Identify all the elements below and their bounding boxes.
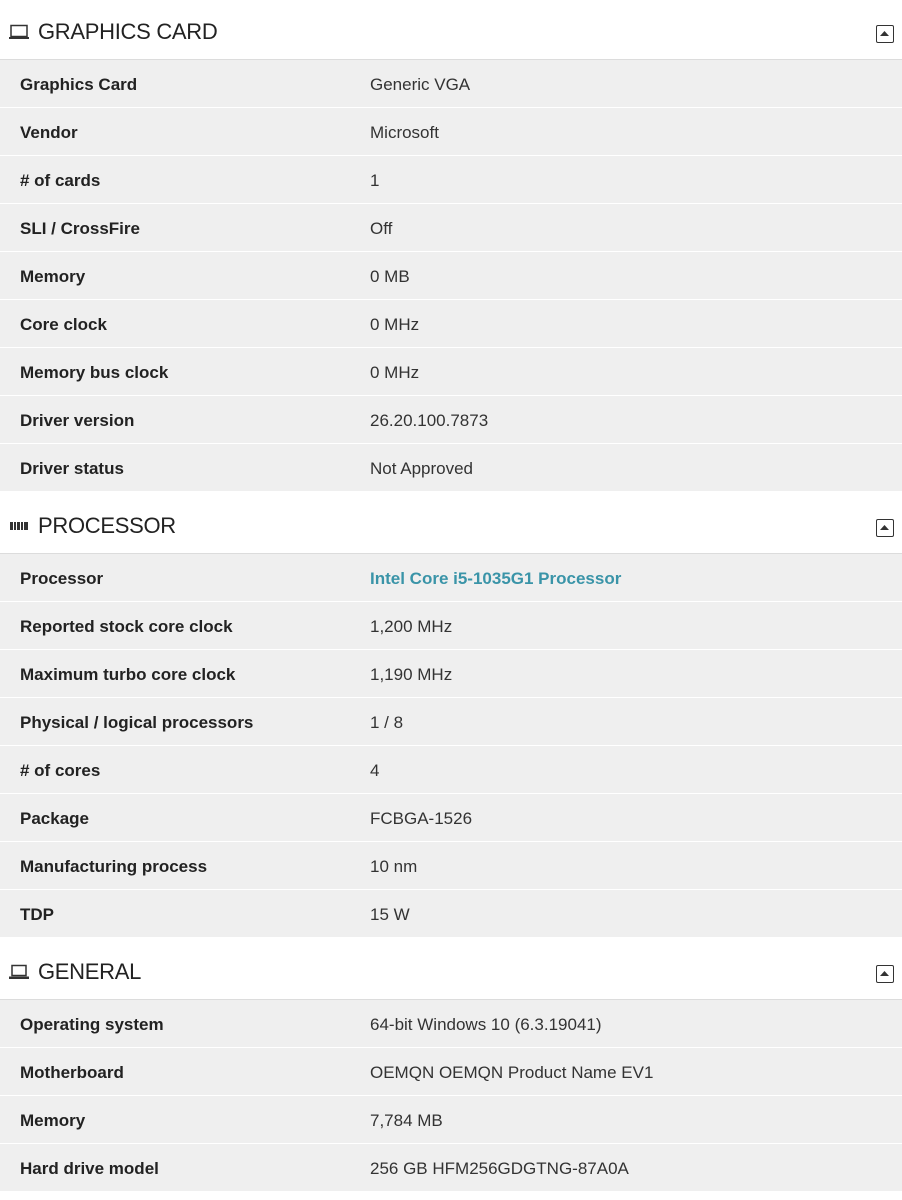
row-label: Graphics Card <box>20 75 138 94</box>
cpu-icon <box>9 518 31 536</box>
row-label: Core clock <box>20 315 107 334</box>
info-row <box>0 890 902 938</box>
row-value: 0 MHz <box>370 363 420 382</box>
row-label: Physical / logical processors <box>20 713 254 732</box>
processor-header <box>0 498 902 554</box>
info-row <box>0 348 902 396</box>
collapse-icon[interactable] <box>876 25 894 43</box>
row-label: Reported stock core clock <box>20 617 233 636</box>
row-value: 1,190 MHz <box>370 665 453 684</box>
info-row <box>0 396 902 444</box>
general-rows <box>0 1000 902 1192</box>
general-title: GENERAL <box>38 959 142 984</box>
row-label: Manufacturing process <box>20 857 208 876</box>
row-value: 0 MB <box>370 267 410 286</box>
info-row <box>0 650 902 698</box>
monitor-icon <box>9 24 31 42</box>
row-label: Operating system <box>20 1015 164 1034</box>
info-row <box>0 746 902 794</box>
row-label: # of cards <box>20 171 101 190</box>
row-label: TDP <box>20 905 54 924</box>
row-value: Off <box>370 219 393 238</box>
info-row <box>0 1096 902 1144</box>
graphics-card-title: GRAPHICS CARD <box>38 19 218 44</box>
row-label: Hard drive model <box>20 1159 159 1178</box>
row-value: Microsoft <box>370 123 439 142</box>
processor-rows <box>0 554 902 938</box>
info-row <box>0 204 902 252</box>
info-row <box>0 1000 902 1048</box>
row-value: 1 / 8 <box>370 713 404 732</box>
processor-link[interactable]: Intel Core i5-1035G1 Processor <box>370 569 622 588</box>
row-value: 15 W <box>370 905 410 924</box>
row-label: SLI / CrossFire <box>20 219 140 238</box>
collapse-icon[interactable] <box>876 519 894 537</box>
row-value: OEMQN OEMQN Product Name EV1 <box>370 1063 654 1082</box>
info-row <box>0 698 902 746</box>
row-value: 4 <box>370 761 380 780</box>
processor-title: PROCESSOR <box>38 513 176 538</box>
row-label: Vendor <box>20 123 78 142</box>
laptop-icon <box>9 964 31 982</box>
info-row <box>0 842 902 890</box>
row-label: Maximum turbo core clock <box>20 665 236 684</box>
info-row <box>0 602 902 650</box>
info-row <box>0 794 902 842</box>
row-value: 1,200 MHz <box>370 617 453 636</box>
row-value: 64-bit Windows 10 (6.3.19041) <box>370 1015 602 1034</box>
info-row <box>0 1144 902 1192</box>
info-row <box>0 60 902 108</box>
row-value: 0 MHz <box>370 315 420 334</box>
row-label: Memory <box>20 267 86 286</box>
row-label: Driver version <box>20 411 135 430</box>
info-row <box>0 554 902 602</box>
row-value: 1 <box>370 171 380 190</box>
row-value: 26.20.100.7873 <box>370 411 489 430</box>
row-label: Memory bus clock <box>20 363 169 382</box>
info-row <box>0 108 902 156</box>
row-value: 10 nm <box>370 857 418 876</box>
info-row <box>0 300 902 348</box>
graphics-card-rows <box>0 60 902 492</box>
row-value: 7,784 MB <box>370 1111 443 1130</box>
info-row <box>0 444 902 492</box>
collapse-icon[interactable] <box>876 965 894 983</box>
general-header <box>0 944 902 1000</box>
row-value: 256 GB HFM256GDGTNG-87A0A <box>370 1159 629 1178</box>
row-label: # of cores <box>20 761 101 780</box>
row-label: Memory <box>20 1111 86 1130</box>
graphics-card-header <box>0 4 902 60</box>
row-value: FCBGA-1526 <box>370 809 473 828</box>
info-row <box>0 252 902 300</box>
row-value: Generic VGA <box>370 75 471 94</box>
info-row <box>0 1048 902 1096</box>
row-value: Not Approved <box>370 459 474 478</box>
row-label: Processor <box>20 569 104 588</box>
info-row <box>0 156 902 204</box>
row-label: Motherboard <box>20 1063 124 1082</box>
row-label: Package <box>20 809 89 828</box>
row-label: Driver status <box>20 459 124 478</box>
